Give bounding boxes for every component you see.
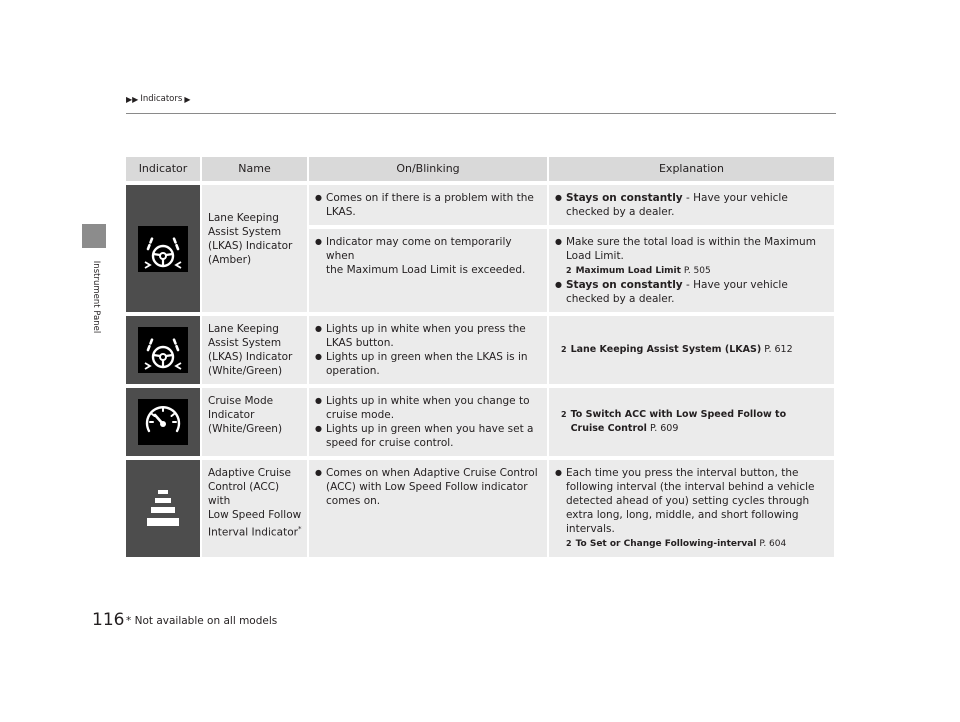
- explanation-cell: [547, 384, 834, 456]
- breadcrumb-arrow-icon: ▶▶: [126, 94, 139, 104]
- indicator-icon-cell: [126, 384, 200, 456]
- breadcrumb-arrow-icon: ▶: [184, 94, 191, 104]
- breadcrumb: [126, 94, 190, 104]
- indicator-name: Adaptive Cruise Control (ACC) with Low Speed Follow Interval Indicator*: [200, 456, 307, 557]
- section-tab-marker: [82, 224, 106, 248]
- side-section-label: Instrument Panel: [91, 260, 101, 334]
- on-blinking-cell: ● Lights up in white when you change to cruise mode. ● Lights up in green when you have set a speed for cruise control.: [307, 384, 547, 456]
- table-header-row: [126, 157, 834, 181]
- header-explanation: Explanation: [547, 157, 834, 181]
- cross-reference-link[interactable]: 2 To Set or Change Following-interval P. 604: [566, 539, 787, 549]
- page-number: 116: [92, 610, 125, 630]
- explanation-cell: [547, 312, 834, 384]
- indicator-table: [126, 157, 834, 557]
- table-row: [126, 312, 834, 384]
- on-blinking-cell: ● Comes on if there is a problem with the LKAS.: [307, 181, 547, 225]
- reference-arrow-icon: 2: [561, 410, 567, 419]
- indicator-icon-cell: [126, 181, 200, 312]
- header-divider: [126, 113, 836, 114]
- indicator-name: Lane Keeping Assist System (LKAS) Indicator (Amber): [200, 181, 307, 312]
- explanation-cell: ● Stays on constantly - Have your vehicle checked by a dealer.: [547, 181, 834, 225]
- explanation-cell: ● Make sure the total load is within the Maximum Load Limit. 2 Maximum Load Limit P. 505 ● Stays on constantly - Have your vehicle checked by a dealer.: [547, 225, 834, 312]
- cross-reference-link[interactable]: 2 Maximum Load Limit P. 505: [566, 266, 711, 276]
- reference-arrow-icon: 2: [566, 266, 572, 275]
- table-row: [126, 384, 834, 456]
- footnote: * Not available on all models: [126, 615, 278, 627]
- explanation-cell: ● Each time you press the interval button, the following interval (the interval behind a vehicle detected ahead of you) setting cycles through extra long, long, middle, and short following intervals. 2 To Set or Change Following-interval P. 604: [547, 456, 834, 557]
- reference-arrow-icon: 2: [566, 539, 572, 548]
- breadcrumb-section[interactable]: Indicators: [140, 94, 183, 104]
- header-indicator: Indicator: [126, 157, 200, 181]
- header-name: Name: [200, 157, 307, 181]
- cross-reference-link[interactable]: 2 To Switch ACC with Low Speed Follow to Cruise Control P. 609: [561, 409, 787, 434]
- cross-reference-link[interactable]: 2 Lane Keeping Assist System (LKAS) P. 612: [561, 344, 793, 355]
- on-blinking-cell: ● Lights up in white when you press the LKAS button. ● Lights up in green when the LKAS is in operation.: [307, 312, 547, 384]
- indicator-icon-cell: [126, 312, 200, 384]
- lkas-steering-icon: [138, 327, 188, 373]
- indicator-name: Cruise Mode Indicator (White/Green): [200, 384, 307, 456]
- footnote-marker: *: [297, 525, 302, 533]
- indicator-name: Lane Keeping Assist System (LKAS) Indicator (White/Green): [200, 312, 307, 384]
- lkas-steering-icon: [138, 226, 188, 272]
- following-interval-bars-icon: [138, 486, 188, 532]
- table-row: [126, 181, 834, 225]
- on-blinking-cell: ● Comes on when Adaptive Cruise Control (ACC) with Low Speed Follow indicator comes on.: [307, 456, 547, 557]
- table-row: [126, 456, 834, 557]
- on-blinking-cell: ● Indicator may come on temporarily when the Maximum Load Limit is exceeded.: [307, 225, 547, 312]
- speedometer-icon: [138, 399, 188, 445]
- indicator-icon-cell: [126, 456, 200, 557]
- reference-arrow-icon: 2: [561, 345, 567, 354]
- header-on-blinking: On/Blinking: [307, 157, 547, 181]
